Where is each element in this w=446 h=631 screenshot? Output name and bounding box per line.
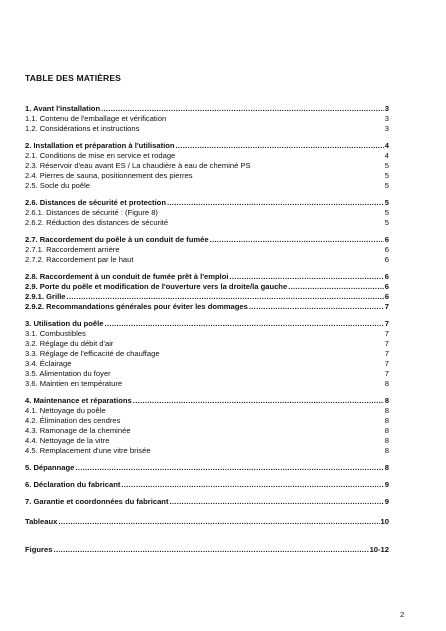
toc-entry-page: 7 — [384, 339, 389, 348]
toc-entry-page: 9 — [384, 480, 389, 489]
toc-entry-label: 2.6.1. Distances de sécurité : (Figure 8) — [25, 208, 158, 217]
toc-entry — [25, 161, 389, 171]
toc-entry-label: 4.4. Nettoyage de la vitre — [25, 436, 110, 445]
toc-entry — [25, 218, 389, 228]
toc-entry — [25, 302, 389, 312]
toc-entry — [25, 545, 389, 555]
toc-entry-page: 8 — [384, 379, 389, 388]
page-title: TABLE DES MATIÈRES — [25, 73, 122, 83]
toc-leader-dots — [288, 282, 384, 292]
toc-entry-page: 6 — [384, 292, 389, 301]
toc-entry — [25, 245, 389, 255]
toc-entry-page: 4 — [384, 151, 389, 160]
toc-entry — [25, 319, 389, 329]
toc-entry — [25, 272, 389, 282]
toc-entry-label: 2.9. Porte du poêle et modification de l'ouverture vers la droite/la gauche — [25, 282, 288, 291]
toc-entry-page: 6 — [384, 272, 389, 281]
toc-leader-dots — [75, 463, 383, 473]
toc-entry-page: 8 — [384, 446, 389, 455]
toc-entry-page: 7 — [384, 369, 389, 378]
toc-leader-dots — [104, 319, 383, 329]
toc-entry-page: 5 — [384, 208, 389, 217]
toc-entry-page: 6 — [384, 255, 389, 264]
toc-entry — [25, 436, 389, 446]
toc-entry-label: 2.6. Distances de sécurité et protection — [25, 198, 166, 207]
toc-entry-page: 8 — [384, 406, 389, 415]
toc-entry — [25, 282, 389, 292]
toc-entry — [25, 181, 389, 191]
toc-entry-label: 2.9.2. Recommandations générales pour éviter les dommages — [25, 302, 248, 311]
toc-entry — [25, 124, 389, 134]
toc-entry — [25, 235, 389, 245]
toc-entry-label: 3.6. Maintien en température — [25, 379, 123, 388]
toc-entry — [25, 517, 389, 527]
toc-entry-page: 9 — [384, 497, 389, 506]
toc-entry-page: 7 — [384, 329, 389, 338]
toc-entry-page: 6 — [384, 245, 389, 254]
toc-entry — [25, 480, 389, 490]
toc-entry-page: 8 — [384, 463, 389, 472]
toc-entry — [25, 426, 389, 436]
toc-entry-page: 5 — [384, 218, 389, 227]
toc-entry-label: 4. Maintenance et réparations — [25, 396, 132, 405]
toc-entry-label: 2.9.1. Grille — [25, 292, 66, 301]
toc-entry-page: 3 — [384, 114, 389, 123]
toc-entry-page: 10 — [380, 517, 389, 526]
toc-entry-label: 2.4. Pierres de sauna, positionnement des pierres — [25, 171, 193, 180]
toc-entry-label: 3.5. Alimentation du foyer — [25, 369, 111, 378]
toc-entry-page: 8 — [384, 436, 389, 445]
toc-entry-label: 4.5. Remplacement d'une vitre brisée — [25, 446, 151, 455]
toc-entry — [25, 406, 389, 416]
toc-entry-label: 1.1. Contenu de l'emballage et vérification — [25, 114, 167, 123]
toc-entry — [25, 171, 389, 181]
toc-entry — [25, 104, 389, 114]
toc-entry-page: 5 — [384, 181, 389, 190]
toc-entry-label: 7. Garantie et coordonnées du fabricant — [25, 497, 169, 506]
toc-entry-page: 6 — [384, 282, 389, 291]
toc-entry-label: 1. Avant l'installation — [25, 104, 101, 113]
toc-entry-page: 8 — [384, 426, 389, 435]
toc-leader-dots — [101, 104, 384, 114]
toc-entry-label: 2. Installation et préparation à l'utilisation — [25, 141, 175, 150]
toc-entry — [25, 379, 389, 389]
toc-entry-label: 2.1. Conditions de mise en service et rodage — [25, 151, 176, 160]
toc-entry — [25, 329, 389, 339]
toc-entry-label: 1.2. Considérations et instructions — [25, 124, 140, 133]
toc-entry-label: 3.4. Éclairage — [25, 359, 72, 368]
toc-entry-label: 3.2. Réglage du débit d'air — [25, 339, 114, 348]
toc-entry-label: 4.2. Élimination des cendres — [25, 416, 121, 425]
toc-entry-page: 3 — [384, 124, 389, 133]
toc-entry — [25, 396, 389, 406]
toc-entry-label: 3.3. Réglage de l'efficacité de chauffage — [25, 349, 160, 358]
toc-entry — [25, 255, 389, 265]
toc-entry — [25, 359, 389, 369]
toc-entry-page: 4 — [384, 141, 389, 150]
toc-entry-page: 7 — [384, 359, 389, 368]
toc-entry-label: 2.8. Raccordement à un conduit de fumée prêt à l'emploi — [25, 272, 229, 281]
toc-entry-label: Figures — [25, 545, 53, 554]
toc-entry-page: 3 — [384, 104, 389, 113]
toc-leader-dots — [167, 198, 384, 208]
toc-entry-label: 6. Déclaration du fabricant — [25, 480, 121, 489]
toc-entry — [25, 208, 389, 218]
toc-entry-label: 2.7. Raccordement du poêle à un conduit de fumée — [25, 235, 209, 244]
toc-leader-dots — [249, 302, 384, 312]
toc-entry-label: 4.1. Nettoyage du poêle — [25, 406, 106, 415]
toc-entry — [25, 416, 389, 426]
toc-entry-page: 7 — [384, 349, 389, 358]
page-number: 2 — [400, 610, 405, 619]
toc-leader-dots — [53, 545, 368, 555]
toc-leader-dots — [230, 272, 384, 282]
toc-leader-dots — [58, 517, 379, 527]
toc-entry-label: 3. Utilisation du poêle — [25, 319, 104, 328]
toc-leader-dots — [67, 292, 384, 302]
toc-entry-label: 2.7.2. Raccordement par le haut — [25, 255, 134, 264]
toc-leader-dots — [176, 141, 384, 151]
toc-entry-page: 6 — [384, 235, 389, 244]
toc-entry-label: 3.1. Combustibles — [25, 329, 86, 338]
toc-entry-label: 2.6.2. Réduction des distances de sécurité — [25, 218, 169, 227]
toc-entry-label: Tableaux — [25, 517, 58, 526]
toc-entry — [25, 151, 389, 161]
toc-entry — [25, 198, 389, 208]
toc-entry-page: 7 — [384, 302, 389, 311]
toc-entry-page: 10-12 — [369, 545, 389, 554]
toc-entry-label: 2.5. Socle du poêle — [25, 181, 91, 190]
toc-entry — [25, 141, 389, 151]
toc-entry — [25, 292, 389, 302]
toc-leader-dots — [169, 497, 383, 507]
toc-entry-label: 4.3. Ramonage de la cheminée — [25, 426, 131, 435]
toc-entry — [25, 369, 389, 379]
toc-entry-page: 5 — [384, 198, 389, 207]
toc-leader-dots — [210, 235, 384, 245]
toc-entry — [25, 114, 389, 124]
toc-entry-page: 5 — [384, 171, 389, 180]
toc-entry — [25, 446, 389, 456]
toc-entry — [25, 349, 389, 359]
toc-entry-label: 2.3. Réservoir d'eau avant ES / La chaudière à eau de cheminé PS — [25, 161, 251, 170]
toc-entry — [25, 339, 389, 349]
toc-entry — [25, 497, 389, 507]
toc-entry-page: 8 — [384, 396, 389, 405]
toc-leader-dots — [121, 480, 383, 490]
toc-entry-label: 5. Dépannage — [25, 463, 75, 472]
toc-leader-dots — [133, 396, 384, 406]
toc-entry-page: 8 — [384, 416, 389, 425]
toc-entry-label: 2.7.1. Raccordement arrière — [25, 245, 120, 254]
toc-entry — [25, 463, 389, 473]
toc-entry-page: 7 — [384, 319, 389, 328]
toc-entry-page: 5 — [384, 161, 389, 170]
